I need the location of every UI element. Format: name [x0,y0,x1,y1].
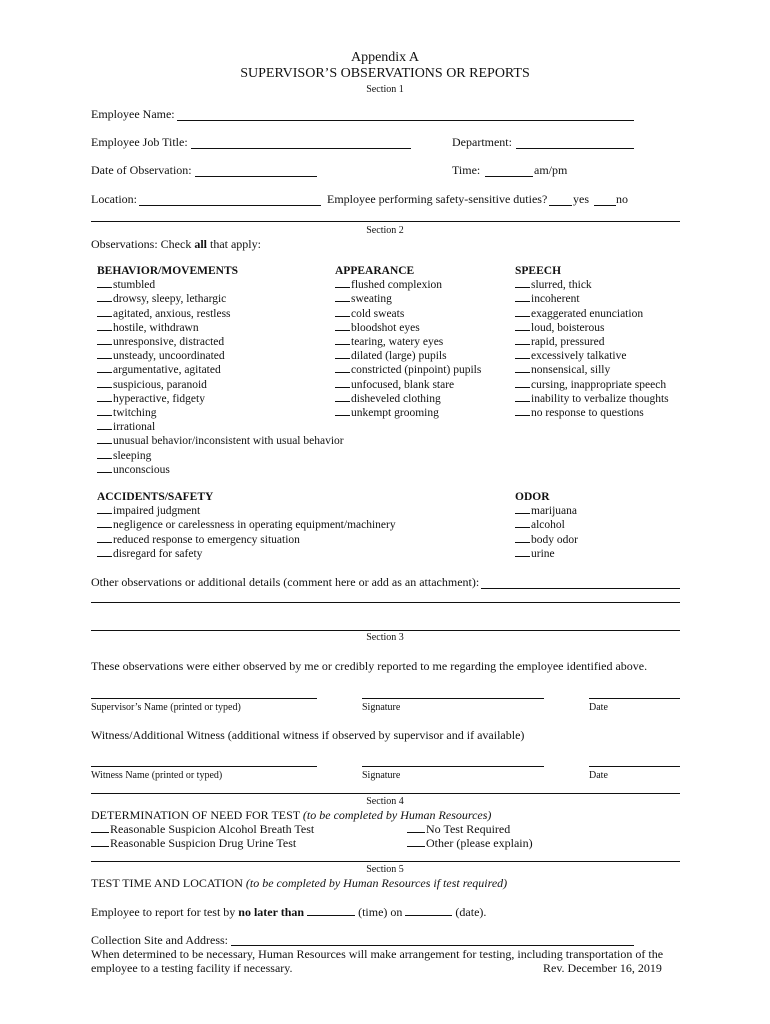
speech-heading: SPEECH [515,265,562,277]
list-item[interactable]: bloodshot eyes [335,321,481,335]
checkbox-blank[interactable] [335,292,350,302]
supervisor-signature-caption: Signature [362,702,401,713]
checkbox-blank[interactable] [97,378,112,388]
revision-date: Rev. December 16, 2019 [543,961,662,975]
note-line-2: employee to a testing facility if necessary. [91,961,293,975]
list-item[interactable]: nonsensical, silly [515,363,669,377]
accidents-heading: ACCIDENTS/SAFETY [97,491,214,503]
list-item[interactable]: unsteady, uncoordinated [97,349,344,363]
section2-label: Section 2 [366,225,404,236]
divider [91,861,680,862]
supervisor-signature-field[interactable] [362,698,544,699]
checkbox-blank[interactable] [515,378,530,388]
checkbox-blank[interactable] [515,504,530,514]
checkbox-blank[interactable] [97,406,112,416]
checkbox-blank[interactable] [97,278,112,288]
list-item[interactable]: cursing, inappropriate speech [515,378,669,392]
checkbox-blank[interactable] [335,349,350,359]
list-item[interactable]: twitching [97,406,344,420]
employee-name-label: Employee Name: [91,107,175,121]
list-item[interactable]: unfocused, blank stare [335,378,481,392]
list-item[interactable]: flushed complexion [335,278,481,292]
checkbox-blank[interactable] [97,463,112,473]
witness-name-field[interactable] [91,766,317,767]
safety-yes-field[interactable] [549,205,572,206]
list-item[interactable]: urine [515,547,578,561]
checkbox-blank[interactable] [335,363,350,373]
witness-date-field[interactable] [589,766,680,767]
appearance-heading: APPEARANCE [335,265,415,277]
department-field[interactable] [516,148,634,149]
checkbox-blank[interactable] [335,321,350,331]
divider [91,793,680,794]
note-line-1: When determined to be necessary, Human Resources will make arrangement for testing, including transportation of the [91,947,664,961]
list-item[interactable]: incoherent [515,292,669,306]
behavior-column [97,264,344,477]
checkbox-blank[interactable] [97,504,112,514]
checkbox-blank[interactable] [515,518,530,528]
list-item[interactable]: irrational [97,420,344,434]
supervisor-name-caption: Supervisor’s Name (printed or typed) [91,702,241,713]
list-item[interactable]: stumbled [97,278,344,292]
other-observations-label: Other observations or additional details (comment here or add as an attachment): [91,575,480,589]
list-item[interactable]: cold sweats [335,307,481,321]
safety-no-field[interactable] [594,205,616,206]
list-item[interactable]: excessively talkative [515,349,669,363]
collection-site-field[interactable] [231,945,634,946]
checkbox-blank[interactable] [97,449,112,459]
observation-statement: These observations were either observed by me or credibly reported to me regarding the employee identified above. [91,659,648,673]
witness-intro: Witness/Additional Witness (additional witness if observed by supervisor and if available) [91,728,525,742]
checkbox-blank[interactable] [515,547,530,557]
checkbox-blank[interactable] [97,533,112,543]
checkbox-blank[interactable] [97,434,112,444]
list-item[interactable]: slurred, thick [515,278,669,292]
list-item[interactable]: dilated (large) pupils [335,349,481,363]
employee-name-field[interactable] [177,120,634,121]
list-item[interactable]: unusual behavior/inconsistent with usual behavior [97,434,344,448]
time-label: Time: [452,163,481,177]
checkbox-blank[interactable] [335,378,350,388]
section5-title: TEST TIME AND LOCATION (to be completed by Human Resources if test required) [91,876,508,890]
list-item[interactable]: marijuana [515,504,578,518]
department-label: Department: [452,135,512,149]
checkbox-blank[interactable] [97,392,112,402]
list-item[interactable]: unkempt grooming [335,406,481,420]
behavior-heading: BEHAVIOR/MOVEMENTS [97,265,239,277]
checkbox-blank[interactable] [515,278,530,288]
checkbox-blank[interactable] [97,307,112,317]
checkbox-blank[interactable] [515,292,530,302]
accidents-column [97,490,396,561]
checkbox-blank[interactable] [97,363,112,373]
list-item[interactable]: impaired judgment [97,504,396,518]
list-item[interactable]: argumentative, agitated [97,363,344,377]
option-no-test[interactable]: No Test Required [407,822,510,837]
list-item[interactable]: exaggerated enunciation [515,307,669,321]
checkbox-blank[interactable] [515,307,530,317]
list-item[interactable]: agitated, anxious, restless [97,307,344,321]
list-item[interactable]: disheveled clothing [335,392,481,406]
checkbox-blank[interactable] [335,406,350,416]
section5-label: Section 5 [366,864,404,875]
time-field[interactable] [485,176,533,177]
option-other[interactable]: Other (please explain) [407,836,533,851]
checkbox-blank[interactable] [335,335,350,345]
appearance-column [335,264,481,420]
checkbox-blank[interactable] [97,349,112,359]
checkbox-blank[interactable] [515,533,530,543]
list-item[interactable]: hyperactive, fidgety [97,392,344,406]
checkbox-blank[interactable] [97,420,112,430]
checkbox-blank[interactable] [91,837,109,847]
section3-label: Section 3 [366,632,404,643]
other-observations-field[interactable] [481,588,680,589]
checkbox-blank[interactable] [335,307,350,317]
checkbox-blank[interactable] [97,547,112,557]
witness-date-caption: Date [589,770,608,781]
report-instruction: Employee to report for test by no later than (time) on (date). [91,905,487,919]
supervisor-name-field[interactable] [91,698,317,699]
checkbox-blank[interactable] [515,392,530,402]
checkbox-blank[interactable] [91,823,109,833]
list-item[interactable]: suspicious, paranoid [97,378,344,392]
safety-yes-label: yes [573,192,589,206]
page-title: SUPERVISOR’S OBSERVATIONS OR REPORTS [240,66,530,81]
witness-name-caption: Witness Name (printed or typed) [91,770,223,781]
list-item[interactable]: unresponsive, distracted [97,335,344,349]
location-field[interactable] [139,205,321,206]
checkbox-blank[interactable] [97,518,112,528]
section4-title: DETERMINATION OF NEED FOR TEST (to be completed by Human Resources) [91,808,492,822]
report-time-field[interactable] [307,915,355,916]
checkbox-blank[interactable] [97,321,112,331]
speech-column [515,264,669,420]
checkbox-blank[interactable] [515,406,530,416]
option-breath-test[interactable]: Reasonable Suspicion Alcohol Breath Test [91,822,314,837]
checkbox-blank[interactable] [335,392,350,402]
date-of-observation-label: Date of Observation: [91,163,192,177]
safety-question: Employee performing safety-sensitive duties? [327,192,548,206]
section1-label: Section 1 [366,84,404,95]
list-item[interactable]: alcohol [515,518,578,532]
list-item[interactable]: negligence or carelessness in operating equipment/machinery [97,518,396,532]
job-title-label: Employee Job Title: [91,135,188,149]
checkbox-blank[interactable] [407,823,425,833]
checkbox-blank[interactable] [515,321,530,331]
job-title-field[interactable] [191,148,411,149]
list-item[interactable]: rapid, pressured [515,335,669,349]
list-item[interactable]: sleeping [97,449,344,463]
other-observations-field-2[interactable] [91,602,680,603]
list-item[interactable]: loud, boisterous [515,321,669,335]
checkbox-blank[interactable] [515,349,530,359]
divider [91,630,680,631]
list-item[interactable]: disregard for safety [97,547,396,561]
supervisor-date-caption: Date [589,702,608,713]
checkbox-blank[interactable] [515,363,530,373]
divider [91,221,680,222]
checkbox-blank[interactable] [97,292,112,302]
odor-column [515,490,578,561]
list-item[interactable]: sweating [335,292,481,306]
appendix-label: Appendix A [350,50,420,65]
list-item[interactable]: inability to verbalize thoughts [515,392,669,406]
list-item[interactable]: no response to questions [515,406,669,420]
list-item[interactable]: constricted (pinpoint) pupils [335,363,481,377]
list-item[interactable]: hostile, withdrawn [97,321,344,335]
option-urine-test[interactable]: Reasonable Suspicion Drug Urine Test [91,836,296,851]
witness-signature-field[interactable] [362,766,544,767]
checkbox-blank[interactable] [515,335,530,345]
list-item[interactable]: reduced response to emergency situation [97,533,396,547]
time-suffix: am/pm [534,163,568,177]
report-date-field[interactable] [405,915,452,916]
safety-no-label: no [616,192,628,206]
date-of-observation-field[interactable] [195,176,317,177]
collection-site-label: Collection Site and Address: [91,933,228,947]
witness-signature-caption: Signature [362,770,401,781]
odor-heading: ODOR [515,491,550,503]
checkbox-blank[interactable] [335,278,350,288]
list-item[interactable]: drowsy, sleepy, lethargic [97,292,344,306]
supervisor-date-field[interactable] [589,698,680,699]
list-item[interactable]: body odor [515,533,578,547]
checkbox-blank[interactable] [97,335,112,345]
location-label: Location: [91,192,137,206]
list-item[interactable]: unconscious [97,463,344,477]
checkbox-blank[interactable] [407,837,425,847]
observations-instructions: Observations: Check all that apply: [91,237,261,251]
section4-label: Section 4 [366,796,404,807]
list-item[interactable]: tearing, watery eyes [335,335,481,349]
